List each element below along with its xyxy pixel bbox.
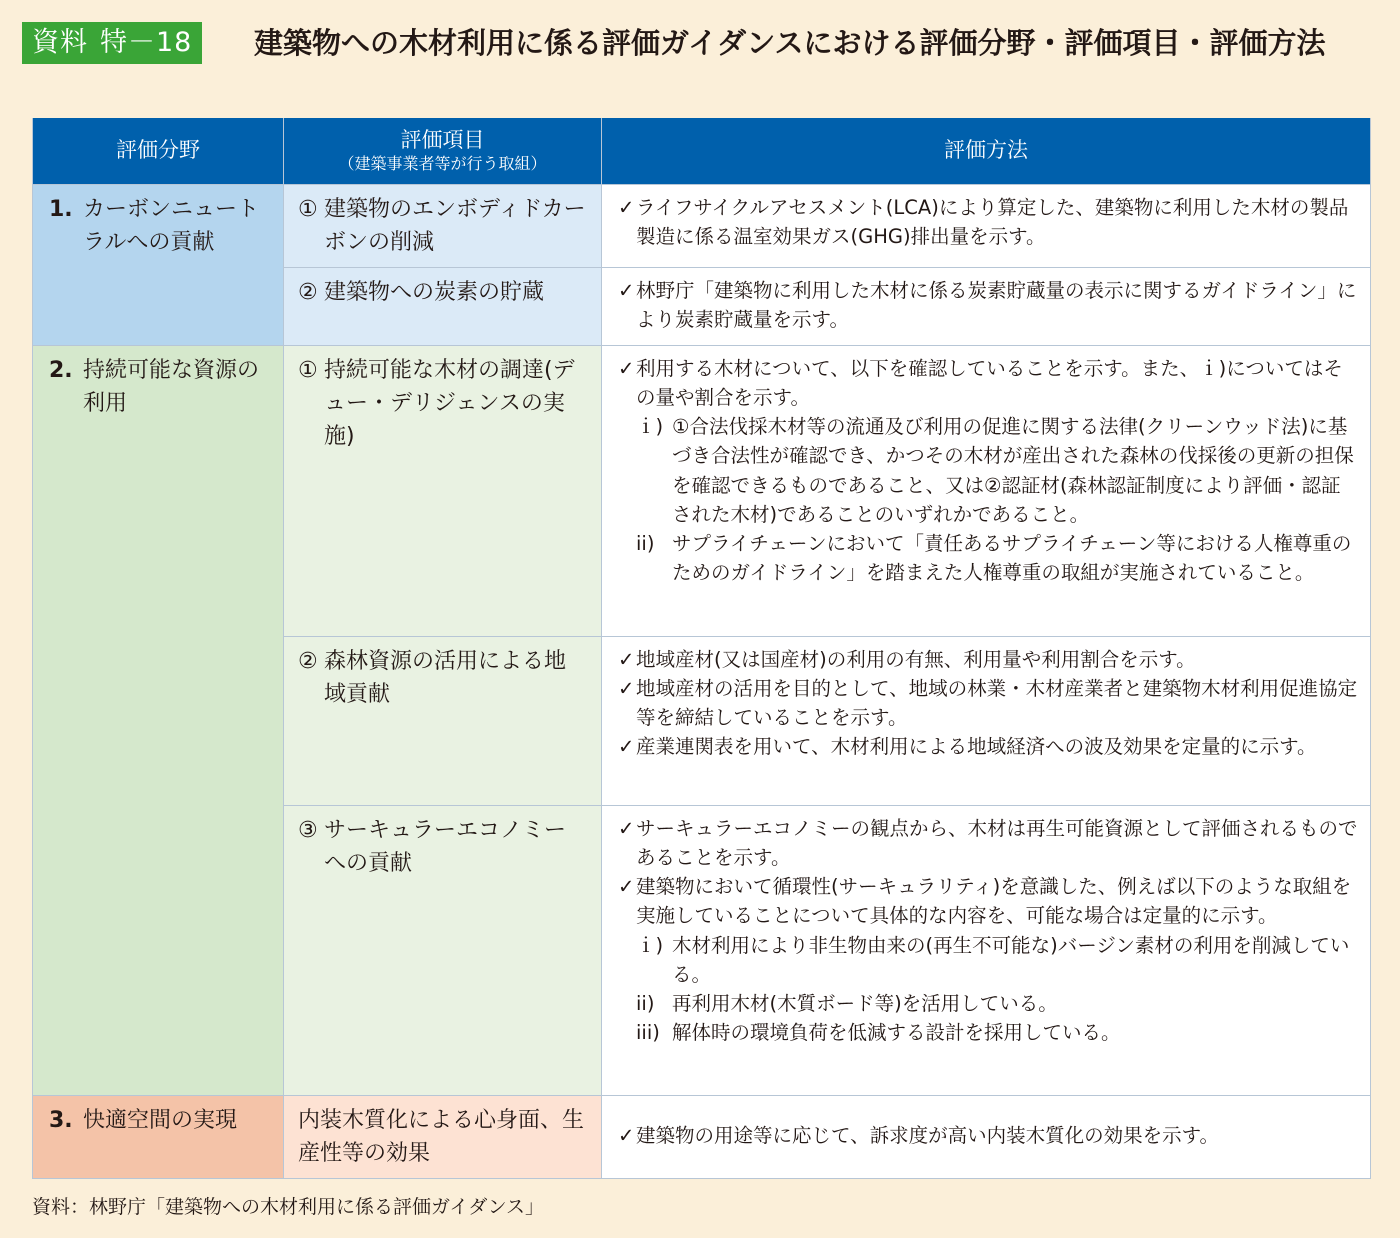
category-number: 3. — [49, 1107, 73, 1133]
subitem-number: ｉ) — [636, 933, 664, 957]
method-bullet — [618, 354, 1360, 413]
method-text: 利用する木材について、以下を確認していることを示す。また、ｉ)についてはその量や割合を示す。 — [636, 356, 1343, 409]
item-cell — [284, 345, 602, 636]
item-label: 森林資源の活用による地域貢献 — [324, 648, 567, 707]
subitem-text: ①合法伐採木材等の流通及び利用の促進に関する法律(クリーンウッド法)に基づき合法性が確認でき、かつその木材が産出された森林の伐採後の更新の担保を確認できるものであること、又は②認証材(森林認証制度により評価・認証された木材)であることのいずれかであること。 — [672, 415, 1354, 526]
check-icon: ✓ — [618, 356, 635, 380]
subitem-number: ii) — [636, 992, 655, 1015]
item-number: ② — [298, 280, 318, 305]
item-number: ③ — [298, 817, 318, 843]
method-bullet — [618, 814, 1360, 873]
category-label: 持続可能な資源の利用 — [83, 357, 260, 416]
method-bullet — [618, 276, 1360, 335]
method-bullet — [618, 645, 1360, 674]
method-cell — [602, 345, 1371, 636]
category-label: 快適空間の実現 — [83, 1107, 238, 1133]
item-number: ① — [298, 357, 318, 383]
item-label: サーキュラーエコノミーへの貢献 — [324, 817, 567, 876]
method-bullet — [618, 193, 1360, 252]
method-bullet — [618, 732, 1360, 761]
column-header-item-sublabel: （建築事業者等が行う取組） — [338, 153, 547, 173]
category-cell-carbon — [33, 185, 284, 346]
check-icon: ✓ — [618, 875, 635, 898]
figure-badge — [22, 22, 202, 64]
method-text: サーキュラーエコノミーの観点から、木材は再生可能資源として評価されるものであることを示す。 — [636, 816, 1358, 869]
method-subitem — [618, 412, 1360, 529]
subitem-number: iii) — [636, 1021, 660, 1045]
item-number: ① — [298, 197, 318, 222]
check-icon: ✓ — [618, 647, 635, 671]
item-cell — [284, 636, 602, 805]
column-header-field: 評価分野 — [33, 118, 284, 185]
table-header-row — [33, 118, 1371, 185]
subitem-text: サプライチェーンにおいて「責任あるサプライチェーン等における人権尊重のためのガイドライン」を踏まえた人権尊重の取組が実施されていること。 — [672, 532, 1352, 585]
method-text: ライフサイクルアセスメント(LCA)により算定した、建築物に利用した木材の製品製造に係る温室効果ガス(GHG)排出量を示す。 — [636, 196, 1349, 249]
evaluation-table — [32, 118, 1371, 1179]
page-title: 建築物への木材利用に係る評価ガイダンスにおける評価分野・評価項目・評価方法 — [254, 26, 1326, 60]
subitem-number: ii) — [636, 532, 655, 555]
method-bullet — [618, 872, 1360, 931]
item-number: ② — [298, 648, 318, 674]
method-cell — [602, 268, 1371, 346]
method-subitem — [618, 1018, 1360, 1047]
category-label: カーボンニュートラルへの貢献 — [83, 197, 260, 255]
badge-number: 特－18 — [100, 27, 193, 58]
table-row — [33, 345, 1371, 636]
method-cell — [602, 805, 1371, 1095]
table-row — [33, 185, 1371, 268]
item-cell — [284, 268, 602, 346]
category-number: 2. — [49, 357, 73, 383]
table-row — [33, 1095, 1371, 1178]
item-cell — [284, 805, 602, 1095]
check-icon: ✓ — [618, 279, 635, 302]
header — [22, 22, 1380, 110]
check-icon: ✓ — [618, 816, 635, 840]
badge-label: 資料 — [32, 27, 88, 58]
check-icon: ✓ — [618, 196, 635, 219]
category-cell-comfort — [33, 1095, 284, 1178]
item-label: 建築物のエンボディドカーボンの削減 — [324, 197, 586, 255]
method-text: 建築物の用途等に応じて、訴求度が高い内装木質化の効果を示す。 — [636, 1123, 1220, 1147]
item-label: 持続可能な木材の調達(デュー・デリジェンスの実施) — [324, 357, 575, 449]
method-text: 林野庁「建築物に利用した木材に係る炭素貯蔵量の表示に関するガイドライン」により炭素貯蔵量を示す。 — [636, 279, 1357, 332]
column-header-method: 評価方法 — [602, 118, 1371, 185]
item-label: 内装木質化による心身面、生産性等の効果 — [298, 1107, 585, 1166]
method-cell — [602, 636, 1371, 805]
item-label: 建築物への炭素の貯蔵 — [324, 280, 545, 305]
category-number: 1. — [49, 197, 73, 222]
method-subitem — [618, 931, 1360, 990]
subitem-text: 木材利用により非生物由来の(再生不可能な)バージン素材の利用を削減している。 — [672, 933, 1350, 986]
source-note: 資料：林野庁「建築物への木材利用に係る評価ガイダンス」 — [32, 1196, 545, 1218]
method-text: 建築物において循環性(サーキュラリティ)を意識した、例えば以下のような取組を実施していることについて具体的な内容を、可能な場合は定量的に示す。 — [636, 875, 1352, 928]
method-bullet — [618, 1121, 1360, 1150]
method-subitem — [618, 529, 1360, 588]
item-cell — [284, 185, 602, 268]
column-header-item — [284, 118, 602, 185]
method-subitem — [618, 989, 1360, 1018]
subitem-number: ｉ) — [636, 415, 664, 438]
subitem-text: 再利用木材(木質ボード等)を活用している。 — [672, 992, 1058, 1015]
subitem-text: 解体時の環境負荷を低減する設計を採用している。 — [672, 1021, 1121, 1045]
method-cell — [602, 185, 1371, 268]
method-cell — [602, 1095, 1371, 1178]
method-text: 地域産材(又は国産材)の利用の有無、利用量や利用割合を示す。 — [636, 647, 1196, 671]
method-text: 産業連関表を用いて、木材利用による地域経済への波及効果を定量的に示す。 — [636, 735, 1317, 759]
column-header-item-label: 評価項目 — [400, 128, 485, 153]
item-cell — [284, 1095, 602, 1178]
method-text: 地域産材の活用を目的として、地域の林業・木材産業者と建築物木材利用促進協定等を締結していることを示す。 — [636, 676, 1358, 729]
check-icon: ✓ — [618, 676, 635, 700]
category-cell-resources — [33, 345, 284, 1095]
check-icon: ✓ — [618, 1123, 635, 1147]
check-icon: ✓ — [618, 735, 635, 759]
method-bullet — [618, 674, 1360, 733]
